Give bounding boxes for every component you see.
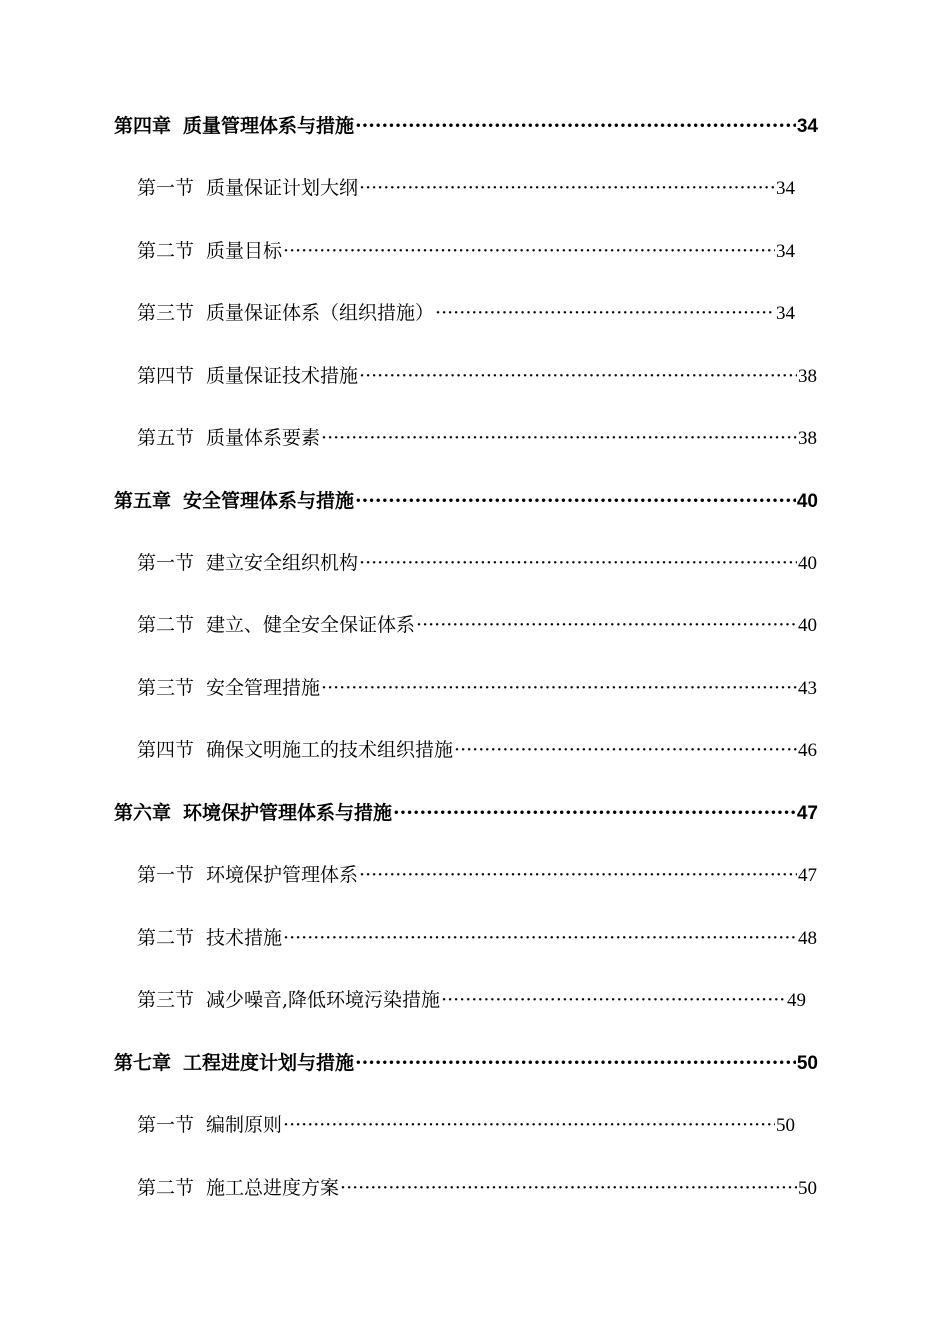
toc-page-number: 49	[787, 990, 806, 1011]
toc-chapter-6[interactable]	[114, 798, 818, 828]
toc-leader	[321, 423, 797, 453]
toc-prefix: 第三节	[137, 677, 195, 699]
toc-section[interactable]	[137, 423, 817, 453]
toc-title: 质量管理体系与措施	[183, 115, 355, 137]
toc-prefix: 第五章	[114, 490, 172, 512]
toc-prefix: 第三节	[137, 302, 195, 324]
toc-page-number: 40	[796, 491, 818, 512]
toc-page-number: 43	[798, 678, 817, 699]
toc-chapter-5[interactable]	[114, 486, 818, 516]
toc-leader	[340, 1173, 797, 1203]
toc-title: 环境保护管理体系与措施	[183, 802, 393, 824]
toc-page-number: 46	[798, 740, 817, 761]
toc-prefix: 第一节	[137, 177, 195, 199]
toc-leader	[283, 236, 775, 266]
toc-title: 技术措施	[206, 927, 283, 949]
toc-leader	[355, 111, 796, 141]
toc-leader	[359, 173, 775, 203]
toc-page-number: 50	[798, 1178, 817, 1199]
toc-section[interactable]	[137, 735, 817, 765]
toc-page-number: 47	[798, 865, 817, 886]
toc-page-number: 47	[796, 803, 818, 824]
toc-section[interactable]	[137, 1173, 817, 1203]
toc-title: 建立、健全安全保证体系	[206, 614, 416, 636]
toc-section[interactable]	[137, 923, 817, 953]
toc-leader	[454, 735, 797, 765]
toc-leader	[283, 923, 797, 953]
toc-title: 安全管理措施	[206, 677, 321, 699]
toc-prefix: 第二节	[137, 1177, 195, 1199]
toc-leader	[441, 985, 786, 1015]
toc-section[interactable]	[137, 298, 795, 328]
toc-page-number: 50	[776, 1115, 795, 1136]
toc-prefix: 第三节	[137, 989, 195, 1011]
toc-section[interactable]	[137, 610, 817, 640]
toc-leader	[359, 361, 797, 391]
toc-page-number: 34	[776, 303, 795, 324]
toc-title: 质量保证计划大纲	[206, 177, 359, 199]
toc-section[interactable]	[137, 673, 817, 703]
toc-prefix: 第二节	[137, 240, 195, 262]
toc-prefix: 第四节	[137, 365, 195, 387]
toc-leader	[435, 298, 775, 328]
toc-prefix: 第一节	[137, 864, 195, 886]
toc-leader	[283, 1110, 775, 1140]
toc-prefix: 第六章	[114, 802, 172, 824]
toc-page-number: 38	[798, 366, 817, 387]
toc-prefix: 第一节	[137, 1114, 195, 1136]
toc-title: 减少噪音,降低环境污染措施	[206, 989, 441, 1011]
toc-title: 环境保护管理体系	[206, 864, 359, 886]
toc-prefix: 第七章	[114, 1052, 172, 1074]
toc-section[interactable]	[137, 173, 795, 203]
toc-leader	[416, 610, 797, 640]
toc-title: 工程进度计划与措施	[183, 1052, 355, 1074]
toc-page-number: 34	[776, 178, 795, 199]
toc-page-number: 40	[798, 615, 817, 636]
toc-section[interactable]	[137, 1110, 795, 1140]
toc-title: 编制原则	[206, 1114, 283, 1136]
toc-page-number: 40	[798, 553, 817, 574]
toc-chapter-7[interactable]	[114, 1048, 818, 1078]
toc-page-number: 34	[796, 116, 818, 137]
toc-leader	[355, 486, 796, 516]
toc-title: 施工总进度方案	[206, 1177, 340, 1199]
toc-leader	[359, 548, 797, 578]
toc-title: 建立安全组织机构	[206, 552, 359, 574]
toc-title: 质量体系要素	[206, 427, 321, 449]
toc-page-number: 38	[798, 428, 817, 449]
toc-prefix: 第二节	[137, 614, 195, 636]
toc-section[interactable]	[137, 236, 795, 266]
toc-leader	[393, 798, 796, 828]
toc-leader	[321, 673, 797, 703]
toc-title: 质量目标	[206, 240, 283, 262]
toc-title: 质量保证技术措施	[206, 365, 359, 387]
toc-section[interactable]	[137, 548, 817, 578]
toc-section[interactable]	[137, 860, 817, 890]
toc-prefix: 第四节	[137, 739, 195, 761]
toc-section[interactable]	[137, 985, 806, 1015]
toc-page-number: 48	[798, 928, 817, 949]
toc-title: 质量保证体系（组织措施）	[206, 302, 435, 324]
toc-prefix: 第五节	[137, 427, 195, 449]
toc-prefix: 第一节	[137, 552, 195, 574]
toc-leader	[355, 1048, 796, 1078]
toc-leader	[359, 860, 797, 890]
toc-page-number: 34	[776, 241, 795, 262]
toc-section[interactable]	[137, 361, 817, 391]
toc-title: 确保文明施工的技术组织措施	[206, 739, 454, 761]
toc-title: 安全管理体系与措施	[183, 490, 355, 512]
toc-prefix: 第四章	[114, 115, 172, 137]
toc-prefix: 第二节	[137, 927, 195, 949]
toc-page-number: 50	[796, 1053, 818, 1074]
toc-chapter-4[interactable]	[114, 111, 818, 141]
